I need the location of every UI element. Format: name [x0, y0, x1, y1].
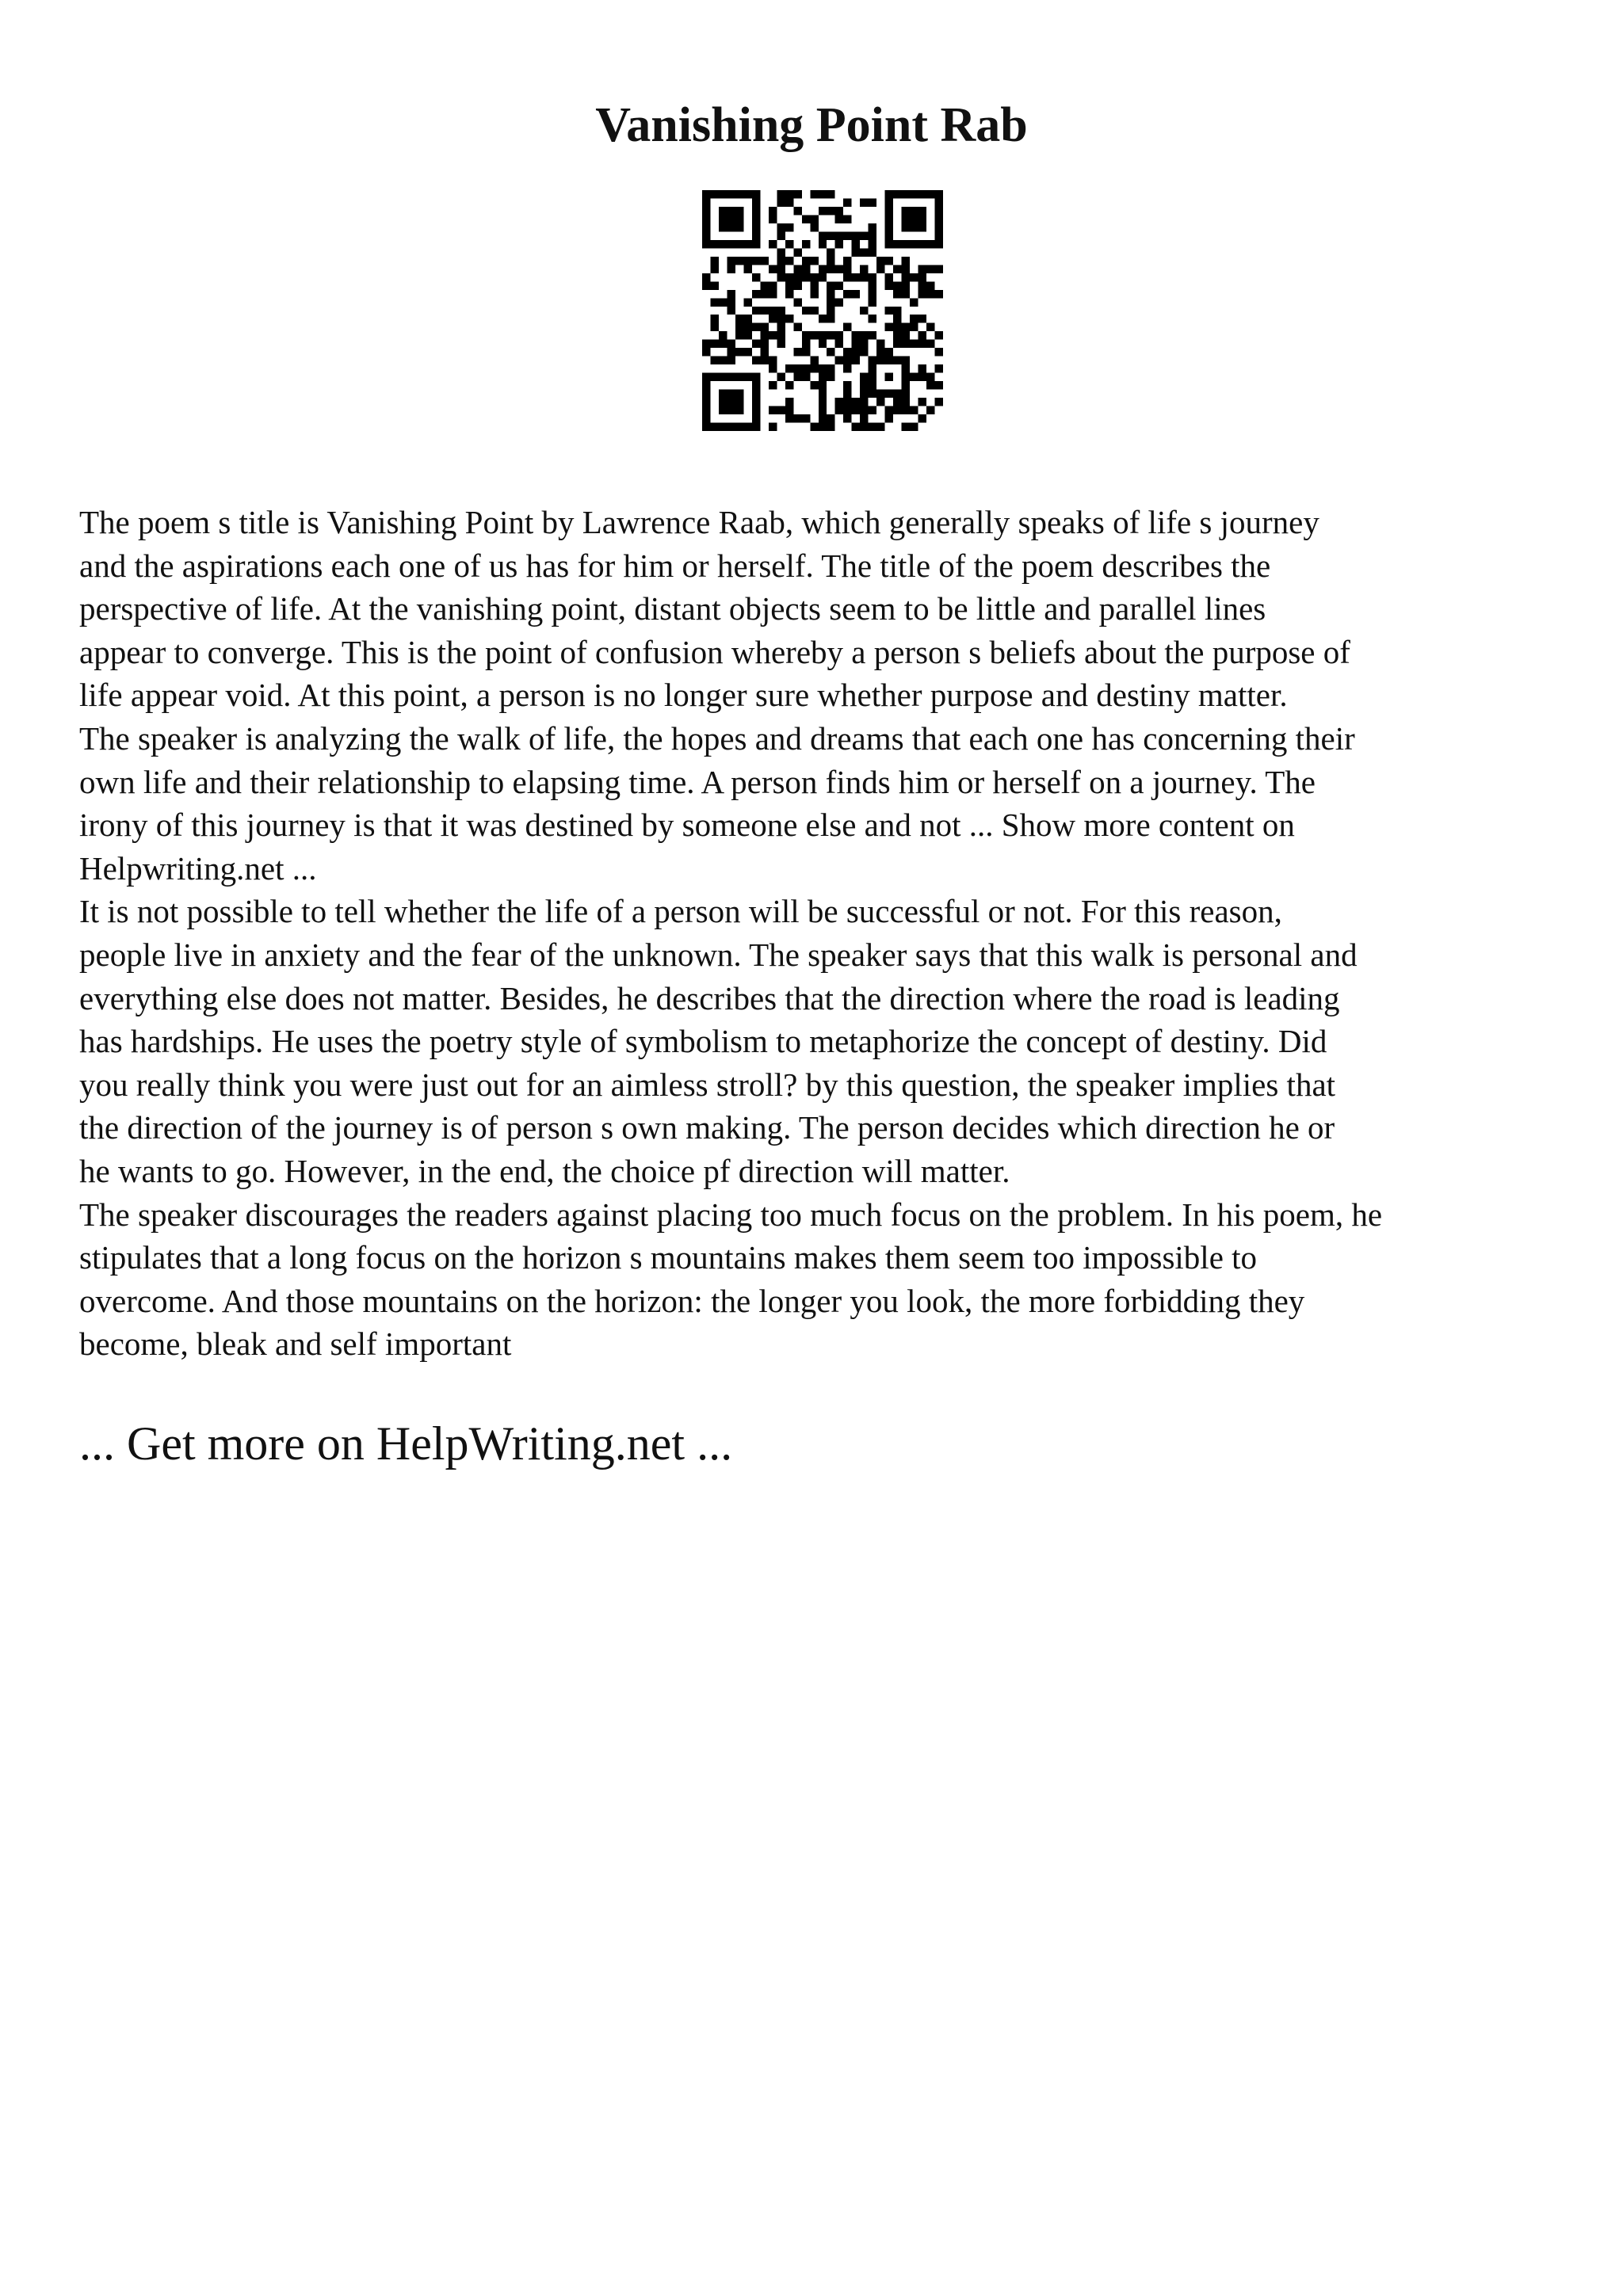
text-line: irony of this journey is that it was destined by someone else and not ... Show more content on — [79, 807, 1295, 844]
text-line: the direction of the journey is of person s own making. The person decides which direction he or — [79, 1109, 1335, 1146]
page-title: Vanishing Point Rab — [595, 98, 1028, 152]
text-line: everything else does not matter. Besides, he describes that the direction where the road is leading — [79, 979, 1340, 1016]
text-line: he wants to go. However, in the end, the choice pf direction will matter. — [79, 1152, 1010, 1189]
qr-code-icon — [702, 190, 943, 431]
text-line: The poem s title is Vanishing Point by Lawrence Raab, which generally speaks of life s journey — [79, 504, 1319, 540]
body-text — [79, 501, 1577, 1366]
text-line: and the aspirations each one of us has for him or herself. The title of the poem describes the — [79, 547, 1271, 584]
text-line: Helpwriting.net ... — [79, 849, 317, 887]
text-line: It is not possible to tell whether the life of a person will be successful or not. For this reason, — [79, 893, 1282, 930]
text-line: overcome. And those mountains on the horizon: the longer you look, the more forbidding they — [79, 1282, 1305, 1319]
get-more-link[interactable]: ... Get more on HelpWriting.net ... — [79, 1417, 733, 1470]
text-line: own life and their relationship to elapsing time. A person finds him or herself on a journey. The — [79, 763, 1316, 800]
text-line: appear to converge. This is the point of confusion whereby a person s beliefs about the purpose of — [79, 633, 1350, 670]
text-line: you really think you were just out for an aimless stroll? by this question, the speaker implies that — [79, 1066, 1336, 1103]
text-line: stipulates that a long focus on the horizon s mountains makes them seem too impossible to — [79, 1239, 1258, 1276]
text-line: become, bleak and self important — [79, 1325, 512, 1363]
text-line: life appear void. At this point, a person is no longer sure whether purpose and destiny matter. — [79, 677, 1288, 714]
text-line: people live in anxiety and the fear of the unknown. The speaker says that this walk is personal and — [79, 936, 1358, 973]
text-line: has hardships. He uses the poetry style of symbolism to metaphorize the concept of destiny. Did — [79, 1023, 1327, 1060]
text-line: The speaker is analyzing the walk of life, the hopes and dreams that each one has concerning their — [79, 719, 1355, 757]
text-line: The speaker discourages the readers against placing too much focus on the problem. In his poem, he — [79, 1196, 1383, 1233]
text-line: perspective of life. At the vanishing point, distant objects seem to be little and parallel lines — [79, 590, 1266, 627]
